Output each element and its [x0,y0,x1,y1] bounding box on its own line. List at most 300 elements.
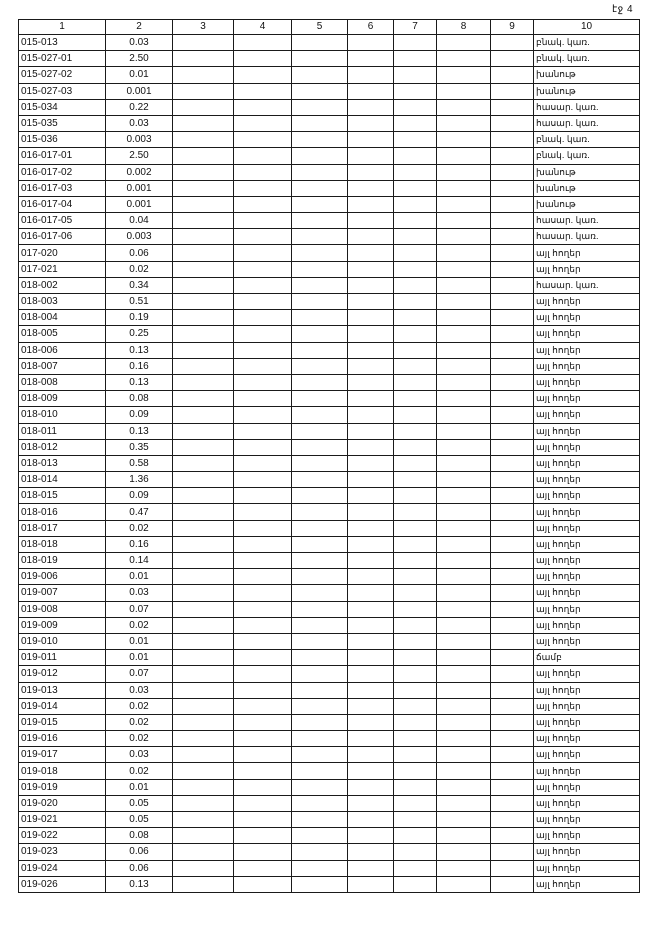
area-value-cell: 0.03 [106,35,173,51]
empty-cell [173,504,234,520]
area-value-cell: 0.001 [106,196,173,212]
empty-cell [234,731,292,747]
area-value-cell: 0.34 [106,277,173,293]
parcel-code-cell: 018-011 [19,423,106,439]
empty-cell [173,585,234,601]
parcel-code-cell: 019-017 [19,747,106,763]
empty-cell [437,423,491,439]
empty-cell [437,342,491,358]
empty-cell [348,844,394,860]
parcel-code-cell: 018-010 [19,407,106,423]
area-value-cell: 0.01 [106,569,173,585]
empty-cell [437,310,491,326]
column-header: 5 [292,20,348,35]
empty-cell [491,682,534,698]
empty-cell [292,763,348,779]
empty-cell [491,844,534,860]
empty-cell [173,650,234,666]
empty-cell [437,391,491,407]
area-value-cell: 0.51 [106,294,173,310]
empty-cell [394,261,437,277]
empty-cell [348,666,394,682]
empty-cell [292,261,348,277]
empty-cell [348,455,394,471]
table-row [19,731,640,747]
land-use-cell: այլ հողեր [534,294,640,310]
area-value-cell: 0.001 [106,180,173,196]
land-use-cell: խանութ [534,83,640,99]
empty-cell [173,828,234,844]
area-value-cell: 0.13 [106,342,173,358]
table-row [19,876,640,892]
parcel-code-cell: 018-009 [19,391,106,407]
land-use-cell: խանութ [534,180,640,196]
parcel-code-cell: 019-013 [19,682,106,698]
empty-cell [491,261,534,277]
empty-cell [437,860,491,876]
parcel-code-cell: 018-017 [19,520,106,536]
empty-cell [292,277,348,293]
empty-cell [292,698,348,714]
land-use-cell: այլ հողեր [534,439,640,455]
empty-cell [491,245,534,261]
empty-cell [491,585,534,601]
table-body [19,35,640,893]
empty-cell [348,504,394,520]
empty-cell [437,132,491,148]
area-value-cell: 0.16 [106,358,173,374]
empty-cell [437,374,491,390]
empty-cell [292,504,348,520]
empty-cell [394,488,437,504]
empty-cell [173,51,234,67]
empty-cell [292,326,348,342]
empty-cell [491,666,534,682]
land-use-cell: խանութ [534,67,640,83]
table-row [19,196,640,212]
empty-cell [394,520,437,536]
empty-cell [394,99,437,115]
empty-cell [437,747,491,763]
empty-cell [234,261,292,277]
empty-cell [173,294,234,310]
empty-cell [173,391,234,407]
table-row [19,374,640,390]
empty-cell [173,844,234,860]
area-value-cell: 0.07 [106,601,173,617]
empty-cell [292,164,348,180]
empty-cell [491,860,534,876]
area-value-cell: 0.22 [106,99,173,115]
parcel-code-cell: 015-027-01 [19,51,106,67]
empty-cell [292,213,348,229]
empty-cell [491,196,534,212]
empty-cell [394,698,437,714]
area-value-cell: 0.05 [106,812,173,828]
empty-cell [437,213,491,229]
empty-cell [348,682,394,698]
empty-cell [292,553,348,569]
empty-cell [234,148,292,164]
land-use-cell: բնակ. կառ. [534,51,640,67]
area-value-cell: 0.02 [106,714,173,730]
empty-cell [292,391,348,407]
parcel-code-cell: 018-007 [19,358,106,374]
empty-cell [437,455,491,471]
parcel-code-cell: 019-008 [19,601,106,617]
empty-cell [292,35,348,51]
empty-cell [348,148,394,164]
land-use-cell: այլ հողեր [534,553,640,569]
empty-cell [292,67,348,83]
empty-cell [348,164,394,180]
table-row [19,633,640,649]
empty-cell [348,407,394,423]
empty-cell [292,569,348,585]
empty-cell [234,617,292,633]
empty-cell [491,164,534,180]
empty-cell [234,358,292,374]
land-use-cell: հասար. կառ. [534,277,640,293]
table-row [19,666,640,682]
empty-cell [394,374,437,390]
empty-cell [173,682,234,698]
empty-cell [173,261,234,277]
empty-cell [437,553,491,569]
parcel-code-cell: 019-015 [19,714,106,730]
empty-cell [491,180,534,196]
empty-cell [173,439,234,455]
area-value-cell: 0.02 [106,698,173,714]
empty-cell [437,876,491,892]
empty-cell [234,374,292,390]
empty-cell [348,83,394,99]
empty-cell [348,812,394,828]
empty-cell [292,132,348,148]
empty-cell [491,828,534,844]
table-row [19,423,640,439]
empty-cell [348,67,394,83]
area-value-cell: 0.01 [106,633,173,649]
empty-cell [437,714,491,730]
empty-cell [234,294,292,310]
empty-cell [394,763,437,779]
empty-cell [292,747,348,763]
empty-cell [491,310,534,326]
empty-cell [394,876,437,892]
parcel-code-cell: 019-006 [19,569,106,585]
area-value-cell: 2.50 [106,51,173,67]
parcel-code-cell: 016-017-01 [19,148,106,164]
land-use-cell: այլ հողեր [534,374,640,390]
empty-cell [394,747,437,763]
area-value-cell: 0.25 [106,326,173,342]
empty-cell [437,795,491,811]
empty-cell [348,391,394,407]
empty-cell [437,35,491,51]
table-row [19,83,640,99]
empty-cell [292,795,348,811]
empty-cell [437,99,491,115]
empty-cell [292,601,348,617]
empty-cell [173,358,234,374]
table-row [19,569,640,585]
area-value-cell: 0.19 [106,310,173,326]
area-value-cell: 0.03 [106,115,173,131]
table-row [19,261,640,277]
area-value-cell: 0.13 [106,423,173,439]
empty-cell [394,828,437,844]
empty-cell [173,617,234,633]
empty-cell [234,472,292,488]
land-use-cell: բնակ. կառ. [534,35,640,51]
parcel-code-cell: 018-013 [19,455,106,471]
empty-cell [234,828,292,844]
empty-cell [173,115,234,131]
area-value-cell: 1.36 [106,472,173,488]
empty-cell [173,245,234,261]
empty-cell [173,180,234,196]
parcel-code-cell: 015-027-02 [19,67,106,83]
empty-cell [173,488,234,504]
area-value-cell: 0.07 [106,666,173,682]
empty-cell [394,326,437,342]
land-use-cell: հասար. կառ. [534,229,640,245]
empty-cell [491,876,534,892]
empty-cell [292,115,348,131]
area-value-cell: 0.001 [106,83,173,99]
land-use-cell: այլ հողեր [534,585,640,601]
table-row [19,99,640,115]
empty-cell [394,213,437,229]
area-value-cell: 0.02 [106,261,173,277]
empty-cell [348,520,394,536]
empty-cell [348,180,394,196]
empty-cell [173,342,234,358]
empty-cell [173,747,234,763]
empty-cell [491,698,534,714]
table-row [19,714,640,730]
empty-cell [437,569,491,585]
empty-cell [348,553,394,569]
empty-cell [394,358,437,374]
empty-cell [437,67,491,83]
table-row [19,536,640,552]
table-row [19,650,640,666]
parcel-code-cell: 015-013 [19,35,106,51]
area-value-cell: 0.13 [106,876,173,892]
empty-cell [234,633,292,649]
empty-cell [437,520,491,536]
empty-cell [348,828,394,844]
empty-cell [234,698,292,714]
empty-cell [234,455,292,471]
table-row [19,520,640,536]
parcel-code-cell: 019-021 [19,812,106,828]
empty-cell [234,132,292,148]
empty-cell [394,67,437,83]
empty-cell [173,132,234,148]
table-row [19,294,640,310]
table-row [19,439,640,455]
parcel-code-cell: 017-021 [19,261,106,277]
empty-cell [491,294,534,310]
area-value-cell: 2.50 [106,148,173,164]
land-use-cell: այլ հողեր [534,472,640,488]
table-row [19,310,640,326]
empty-cell [173,67,234,83]
empty-cell [348,261,394,277]
empty-cell [173,148,234,164]
parcel-code-cell: 018-005 [19,326,106,342]
empty-cell [394,650,437,666]
parcel-code-cell: 018-012 [19,439,106,455]
empty-cell [292,520,348,536]
empty-cell [437,277,491,293]
empty-cell [394,180,437,196]
empty-cell [394,196,437,212]
empty-cell [394,277,437,293]
empty-cell [292,682,348,698]
empty-cell [234,488,292,504]
empty-cell [491,795,534,811]
empty-cell [292,407,348,423]
empty-cell [348,439,394,455]
empty-cell [437,229,491,245]
empty-cell [437,617,491,633]
empty-cell [234,245,292,261]
empty-cell [173,229,234,245]
area-value-cell: 0.13 [106,374,173,390]
empty-cell [348,374,394,390]
table-row [19,164,640,180]
empty-cell [437,115,491,131]
empty-cell [292,51,348,67]
land-use-cell: այլ հողեր [534,763,640,779]
empty-cell [234,407,292,423]
column-header: 2 [106,20,173,35]
empty-cell [348,310,394,326]
empty-cell [234,876,292,892]
empty-cell [234,520,292,536]
empty-cell [292,439,348,455]
parcel-code-cell: 016-017-03 [19,180,106,196]
empty-cell [292,455,348,471]
empty-cell [394,148,437,164]
empty-cell [173,213,234,229]
table-row [19,35,640,51]
parcel-code-cell: 019-012 [19,666,106,682]
land-use-cell: այլ հողեր [534,844,640,860]
area-value-cell: 0.06 [106,245,173,261]
empty-cell [173,407,234,423]
table-row [19,601,640,617]
parcel-code-cell: 015-036 [19,132,106,148]
table-row [19,51,640,67]
table-row [19,860,640,876]
empty-cell [437,666,491,682]
empty-cell [348,698,394,714]
empty-cell [234,585,292,601]
empty-cell [234,439,292,455]
area-value-cell: 0.01 [106,650,173,666]
parcel-code-cell: 019-020 [19,795,106,811]
empty-cell [437,844,491,860]
empty-cell [437,698,491,714]
empty-cell [234,779,292,795]
empty-cell [491,455,534,471]
empty-cell [234,67,292,83]
empty-cell [348,795,394,811]
empty-cell [292,342,348,358]
empty-cell [348,585,394,601]
empty-cell [348,714,394,730]
empty-cell [173,731,234,747]
empty-cell [437,763,491,779]
empty-cell [292,423,348,439]
empty-cell [173,569,234,585]
empty-cell [491,326,534,342]
table-row [19,844,640,860]
parcel-code-cell: 018-019 [19,553,106,569]
parcel-code-cell: 016-017-04 [19,196,106,212]
parcel-code-cell: 019-018 [19,763,106,779]
parcel-code-cell: 018-002 [19,277,106,293]
empty-cell [234,812,292,828]
column-header: 9 [491,20,534,35]
empty-cell [234,35,292,51]
empty-cell [491,83,534,99]
parcel-code-cell: 019-014 [19,698,106,714]
empty-cell [292,617,348,633]
empty-cell [348,536,394,552]
table-row [19,132,640,148]
empty-cell [234,164,292,180]
table-row [19,747,640,763]
empty-cell [292,83,348,99]
column-header: 1 [19,20,106,35]
empty-cell [173,876,234,892]
empty-cell [292,812,348,828]
table-row [19,682,640,698]
empty-cell [348,99,394,115]
empty-cell [491,650,534,666]
empty-cell [394,585,437,601]
empty-cell [173,99,234,115]
empty-cell [292,229,348,245]
table-row [19,553,640,569]
table-row [19,67,640,83]
empty-cell [292,358,348,374]
empty-cell [292,714,348,730]
empty-cell [234,650,292,666]
empty-cell [292,294,348,310]
empty-cell [234,342,292,358]
parcel-code-cell: 019-026 [19,876,106,892]
empty-cell [173,196,234,212]
empty-cell [348,601,394,617]
parcel-code-cell: 019-019 [19,779,106,795]
land-use-cell: այլ հողեր [534,520,640,536]
empty-cell [394,310,437,326]
empty-cell [348,245,394,261]
empty-cell [234,860,292,876]
empty-cell [348,569,394,585]
table-row [19,504,640,520]
area-value-cell: 0.01 [106,779,173,795]
empty-cell [394,132,437,148]
empty-cell [234,196,292,212]
